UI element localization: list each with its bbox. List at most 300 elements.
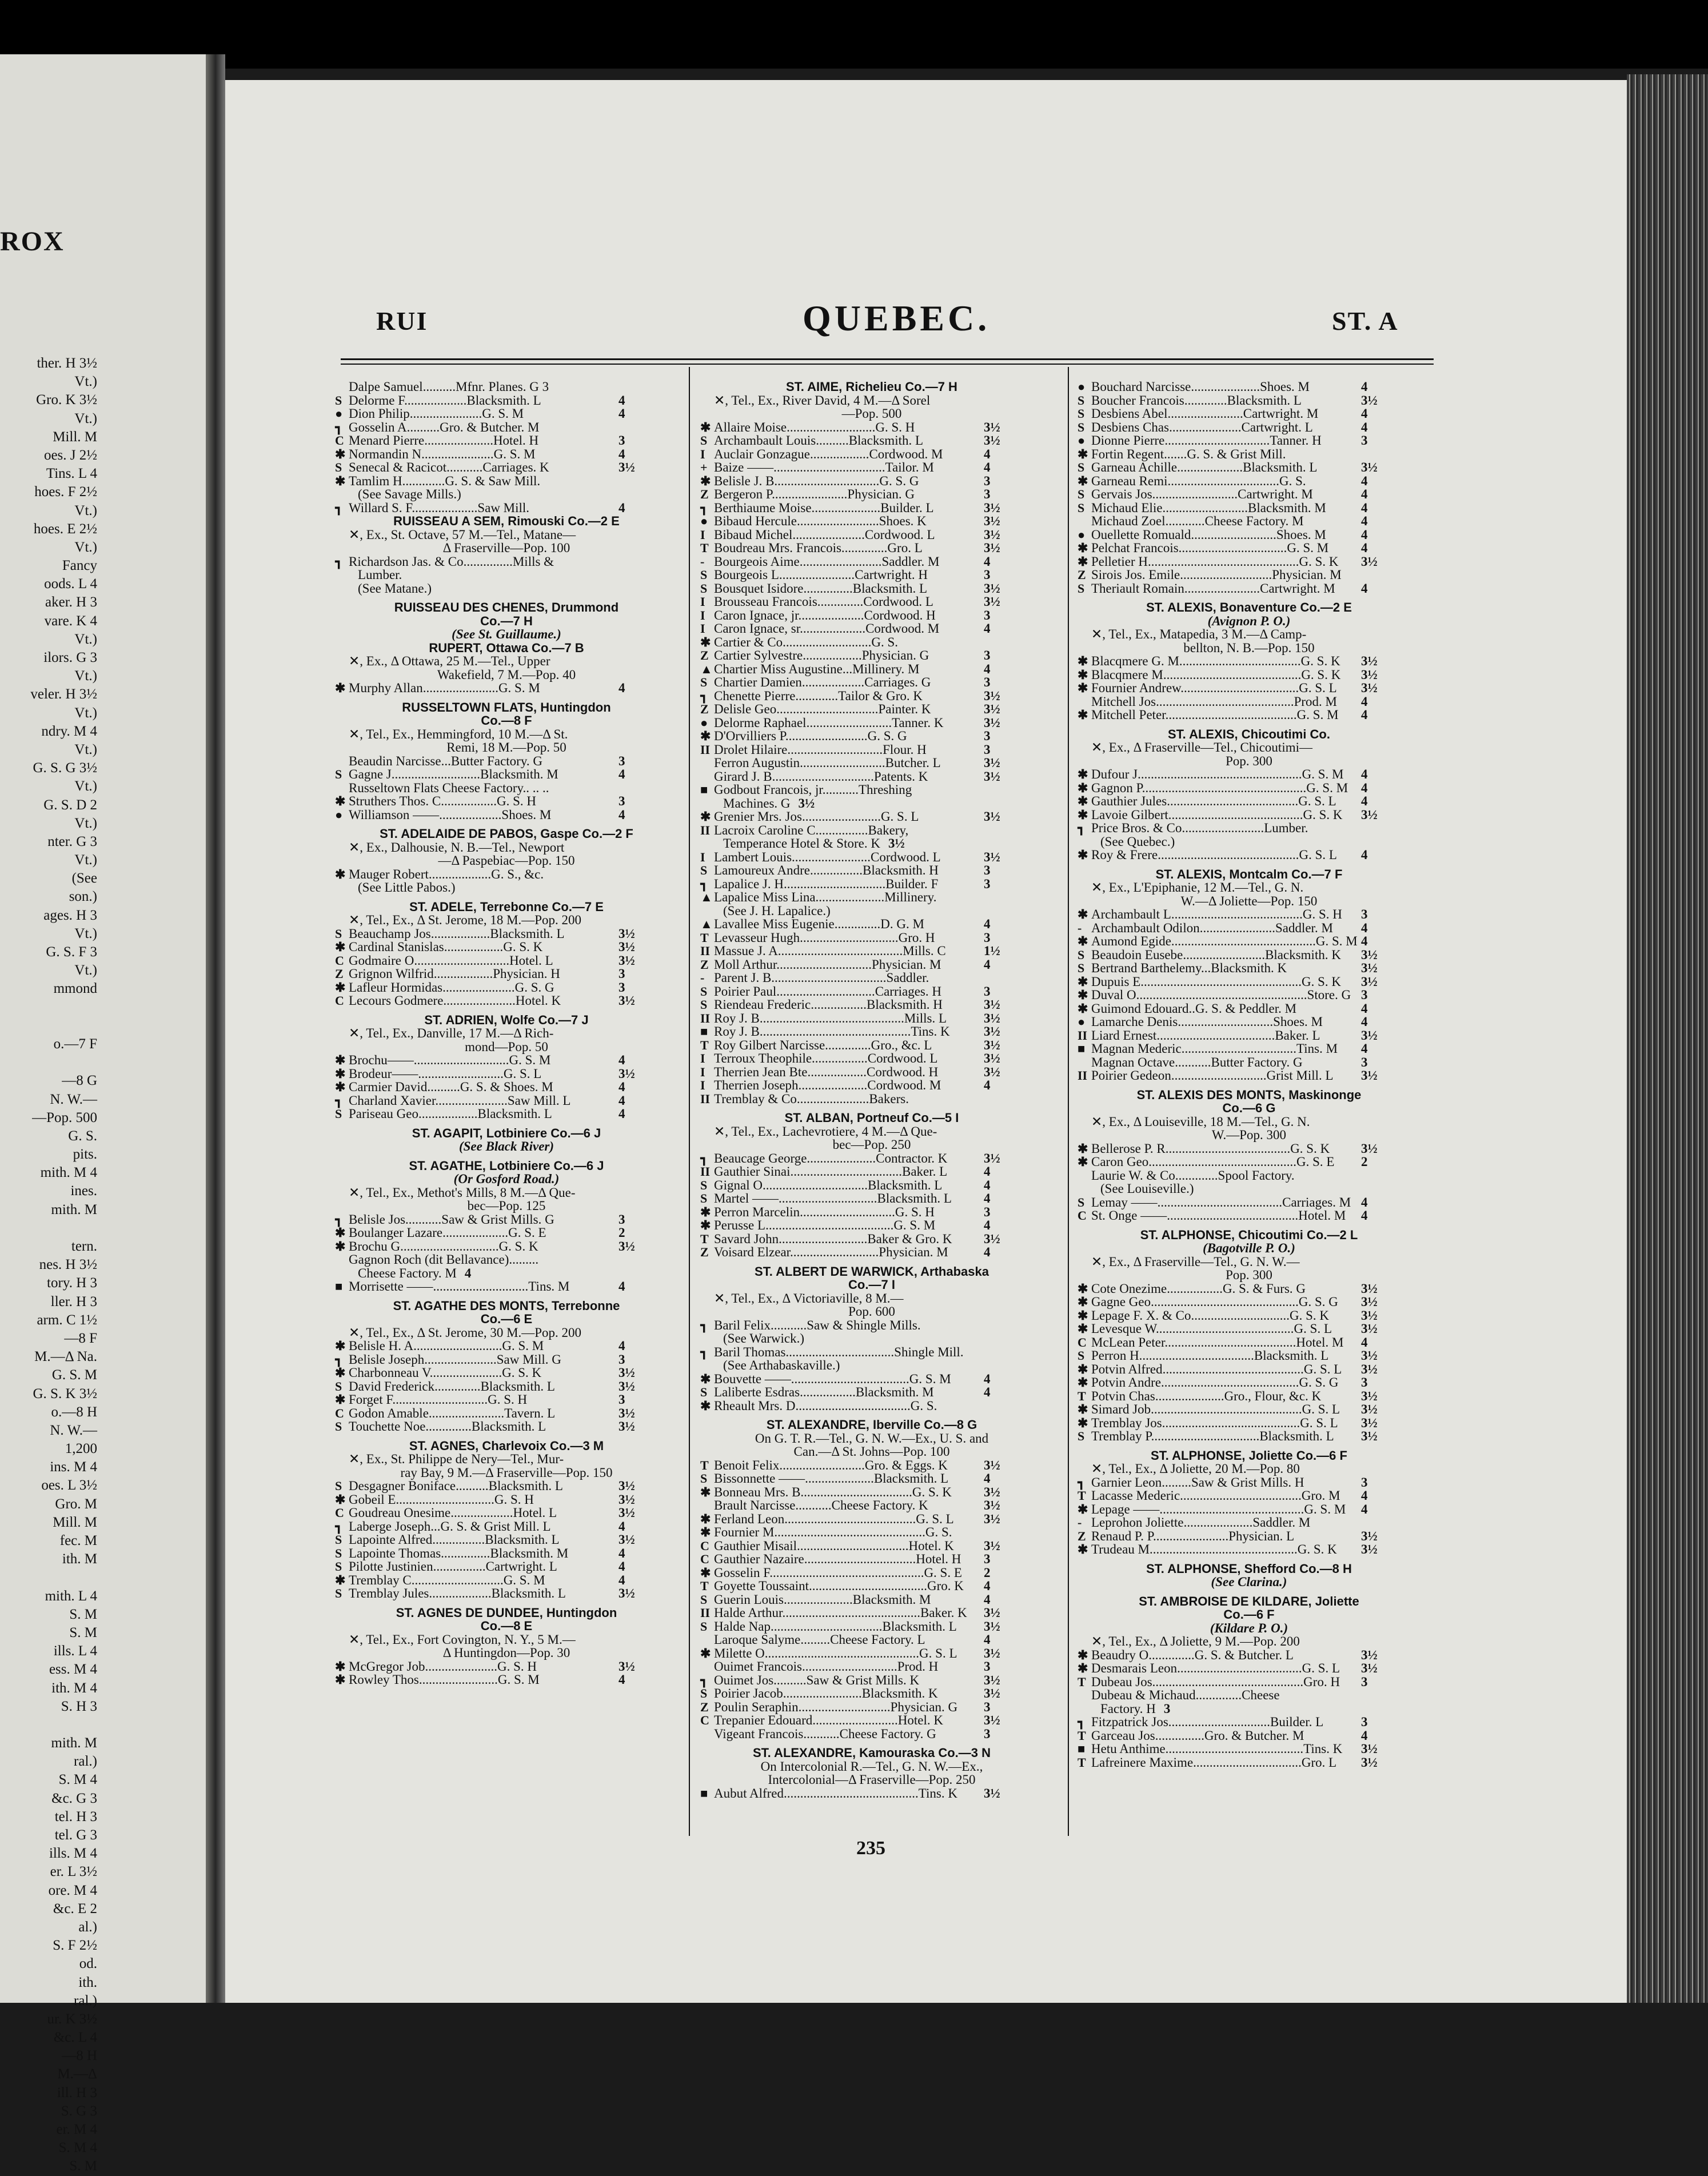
entry-text: Ouimet Jos..........Saw & Grist Mills. K: [714, 1672, 920, 1687]
trade-symbol-icon: ●: [700, 514, 708, 528]
credit-rating: 4: [1361, 694, 1368, 709]
entry-text: Delorme F...................Blacksmith. L: [349, 393, 541, 408]
business-entry: [1078, 821, 1420, 835]
credit-rating: 3: [618, 967, 625, 981]
trade-symbol-icon: ✱: [700, 420, 711, 434]
business-entry: [700, 917, 1043, 931]
business-entry: [1078, 568, 1420, 582]
entry-text: Roy J. B..............................................Tins. K: [714, 1024, 950, 1039]
left-page-line: oods. L 4: [44, 576, 97, 592]
line-text: (See Quebec.): [1100, 834, 1175, 849]
entry-text: Ferron Augustin..........................Butcher. L: [714, 756, 941, 770]
entry-text: Perron H...................................Blacksmith. L: [1091, 1348, 1329, 1363]
trade-symbol-icon: S: [335, 1532, 342, 1547]
entry-text: David Frederick..............Blacksmith. L: [349, 1379, 555, 1394]
credit-rating: 3: [984, 1552, 991, 1566]
left-page-line: 1,200: [65, 1441, 97, 1457]
left-page-line: ages. H 3: [43, 907, 97, 923]
business-entry: [335, 781, 678, 795]
entry-text: Gosselin A..........Gro. & Butcher. M: [349, 420, 540, 434]
credit-rating: 4: [618, 1546, 625, 1560]
entry-text: Beaudin Narcisse...Butter Factory. G: [349, 753, 542, 768]
credit-rating: 4: [618, 1559, 625, 1574]
business-entry: [1078, 380, 1420, 394]
left-page-line: S. M 4: [58, 2140, 97, 2156]
credit-rating: 3: [618, 1212, 625, 1227]
trade-symbol-icon: I: [700, 621, 705, 636]
trade-symbol-icon: ✱: [1078, 667, 1088, 682]
trade-symbol-icon: C: [335, 1506, 344, 1520]
entry-continuation: [700, 1332, 1043, 1345]
business-entry: [1078, 708, 1420, 722]
credit-rating: 3½: [618, 460, 635, 474]
credit-rating: 4: [1361, 380, 1368, 394]
business-entry: [1078, 1015, 1420, 1029]
line-text: Intercolonial—Δ Fraserville—Pop. 250: [768, 1772, 976, 1787]
credit-rating: 3½: [1361, 1308, 1378, 1323]
business-entry: [335, 1393, 678, 1407]
left-page-line: Vt.): [74, 374, 97, 390]
entry-text: Caron Ignace, jr....................Cordwood. H: [714, 608, 936, 622]
trade-symbol-icon: [335, 1633, 349, 1647]
line-text: ST. AGATHE, Lotbiniere Co.—6 J: [409, 1158, 604, 1173]
business-entry: [1078, 808, 1420, 822]
credit-rating: 3½: [984, 1024, 1000, 1039]
credit-rating: 3½: [618, 926, 635, 941]
business-entry: [1078, 908, 1420, 921]
credit-rating: 3½: [1361, 1528, 1378, 1543]
business-entry: [700, 636, 1043, 649]
left-page-line: al.): [78, 1919, 97, 1935]
business-entry: [700, 514, 1043, 528]
credit-rating: [984, 971, 1043, 985]
entry-text: Archambault L........................................G. S. H: [1091, 907, 1342, 921]
left-page-line: ines.: [70, 1183, 97, 1199]
trade-symbol-icon: [1078, 1635, 1091, 1648]
trade-symbol-icon: ✱: [1078, 848, 1088, 862]
locality-details: [335, 1466, 678, 1480]
entry-text: Bibaud Hercule.........................Shoes. K: [714, 514, 927, 528]
entry-continuation: [700, 1359, 1043, 1372]
entry-text: Potvin Alfred...........................................G. S. L: [1091, 1362, 1342, 1376]
credit-rating: [618, 474, 678, 488]
trade-symbol-icon: ▲: [700, 890, 713, 904]
left-page-line: ilors. G 3: [43, 650, 97, 665]
credit-rating: 4: [1361, 514, 1368, 528]
line-text: Can.—Δ St. Johns—Pop. 100: [793, 1444, 950, 1459]
credit-rating: 4: [984, 1078, 991, 1092]
credit-rating: 3½: [984, 581, 1000, 596]
business-entry: [700, 595, 1043, 609]
trade-symbol-icon: S: [700, 1177, 708, 1192]
line-text: (See Matane.): [358, 581, 432, 596]
trade-symbol-icon: ┓: [700, 876, 708, 891]
business-entry: [700, 1232, 1043, 1246]
credit-rating: 3½: [1361, 393, 1378, 408]
trade-symbol-icon: ┓: [335, 554, 343, 569]
credit-rating: 4: [984, 1245, 991, 1259]
entry-text: Chenette Pierre.............Tailor & Gro. K: [714, 688, 923, 703]
trade-symbol-icon: ✱: [1078, 1502, 1088, 1516]
left-page-line: mmond: [53, 981, 97, 997]
business-entry: [1078, 1155, 1420, 1169]
business-entry: [1078, 768, 1420, 781]
trade-symbol-icon: ✱: [335, 940, 346, 954]
trade-symbol-icon: ✱: [700, 1398, 711, 1413]
left-page-line: ith. M: [62, 1551, 97, 1567]
entry-text: Hetu Anthime..........................................Tins. K: [1091, 1742, 1343, 1756]
credit-rating: 4: [1361, 1015, 1368, 1029]
entry-text: Pelchat Francois.................................G. S. M: [1091, 541, 1329, 555]
left-page-line: S. H 3: [61, 1698, 97, 1714]
business-entry: [700, 985, 1043, 999]
credit-rating: 3: [984, 675, 991, 689]
entry-text: ✕, Ex., L'Epiphanie, 12 M.—Tel., G. N.: [1091, 880, 1304, 895]
trade-symbol-icon: ✱: [700, 1204, 711, 1219]
entry-text: Rheault Mrs. D...................................G. S.: [714, 1398, 937, 1413]
header-rule: [341, 364, 1434, 365]
trade-symbol-icon: ✱: [335, 794, 346, 808]
line-text: (See Louiseville.): [1100, 1181, 1194, 1196]
entry-text: Berthiaume Moise.....................Builder. L: [714, 500, 934, 515]
line-text: ST. AGNES, Charlevoix Co.—3 M: [409, 1438, 604, 1453]
trade-symbol-icon: S: [1078, 961, 1085, 975]
trade-symbol-icon: I: [700, 446, 705, 461]
trade-symbol-icon: Z: [700, 648, 709, 662]
trade-symbol-icon: ✱: [1078, 1661, 1088, 1675]
entry-text: Chartier Damien...................Carriages. G: [714, 675, 931, 689]
locality-heading: [1078, 1088, 1420, 1102]
credit-rating: 4: [618, 1053, 625, 1067]
business-entry: [700, 1647, 1043, 1660]
credit-rating: 3½: [618, 1506, 635, 1520]
business-entry: [700, 743, 1043, 757]
business-entry: [700, 877, 1043, 891]
trade-symbol-icon: ✱: [700, 1371, 711, 1386]
trade-symbol-icon: ✱: [1078, 794, 1088, 808]
locality-heading: [335, 614, 678, 628]
entry-text: Dubeau Jos..............................................Gro. H: [1091, 1674, 1340, 1689]
entry-text: Fournier Andrew....................................G. S. L: [1091, 681, 1337, 695]
entry-text: Belisle J. B................................G. S. G: [714, 473, 919, 488]
entry-text: Chartier Miss Augustine...Millinery. M: [714, 661, 920, 676]
entry-text: Gauthier Misail..................................Hotel. K: [714, 1538, 954, 1553]
left-page-line: —8 H: [62, 2048, 97, 2064]
business-entry: [335, 1479, 678, 1493]
business-entry: [335, 1452, 678, 1466]
trade-symbol-icon: -: [700, 971, 705, 985]
locality-heading: [335, 701, 678, 714]
credit-rating: [984, 636, 1043, 649]
entry-text: ✕, Tel., Ex., River David, 4 M.—Δ Sorel: [714, 393, 931, 408]
locality-heading: [335, 641, 678, 655]
locality-heading: [1078, 1449, 1420, 1463]
entry-text: Gobeil E..............................G. S. H: [349, 1492, 534, 1507]
credit-rating: 4: [618, 1519, 625, 1534]
entry-text: Vigeant Francois...........Cheese Factory. G: [714, 1726, 936, 1741]
trade-symbol-icon: ●: [700, 715, 708, 730]
trade-symbol-icon: T: [700, 1579, 709, 1593]
entry-text: Ouimet Francois.............................Prod. H: [714, 1659, 939, 1674]
credit-rating: 3½: [618, 940, 635, 954]
column-divider: [689, 367, 690, 1836]
credit-rating: 4: [1361, 487, 1368, 501]
business-entry: [700, 488, 1043, 501]
entry-text: Bonneau Mrs. B..................................G. S. K: [714, 1484, 952, 1499]
entry-continuation: [1078, 835, 1420, 849]
directory-page: [225, 80, 1627, 2003]
locality-heading: [335, 1299, 678, 1313]
trade-symbol-icon: II: [700, 1011, 711, 1025]
business-entry: [700, 1025, 1043, 1039]
trade-symbol-icon: II: [700, 1091, 711, 1106]
credit-rating: [1361, 741, 1420, 754]
section-gap: [1078, 862, 1420, 868]
trade-symbol-icon: ┓: [700, 500, 708, 515]
entry-text: ✕, Ex., Δ Louiseville, 18 M.—Tel., G. N.: [1091, 1114, 1310, 1129]
entry-text: Ferland Leon........................................G. S. L: [714, 1511, 954, 1526]
business-entry: [1078, 681, 1420, 695]
trade-symbol-icon: S: [335, 1546, 342, 1560]
business-entry: [700, 1065, 1043, 1079]
left-page-line: pits.: [73, 1147, 97, 1163]
left-page-line: Fancy: [62, 558, 97, 574]
left-page-line: o.—7 F: [53, 1036, 97, 1052]
trade-symbol-icon: [1078, 628, 1091, 641]
credit-rating: 3½: [984, 420, 1000, 434]
entry-text: Liard Ernest....................................Baker. L: [1091, 1028, 1320, 1043]
left-page-line: N. W.—: [50, 1091, 97, 1107]
business-entry: [700, 770, 1043, 784]
business-entry: [1078, 1282, 1420, 1296]
business-entry: [700, 1092, 1043, 1106]
line-text: (See J. H. Lapalice.): [723, 903, 831, 918]
business-entry: [700, 756, 1043, 770]
entry-text: Theriault Romain.......................Cartwright. M: [1091, 581, 1335, 596]
entry-text: Charbonneau V......................G. S. K: [349, 1366, 542, 1380]
locality-heading: [335, 514, 678, 528]
business-entry: [1078, 1056, 1420, 1069]
entry-text: Bergeron P.......................Physician. G: [714, 487, 915, 501]
entry-text: Potvin Andre..........................................G. S. G: [1091, 1375, 1339, 1390]
entry-text: Goudreau Onesime...................Hotel. L: [349, 1506, 557, 1520]
credit-rating: 3½: [984, 688, 1000, 703]
trade-symbol-icon: [335, 841, 349, 855]
trade-symbol-icon: S: [700, 1471, 708, 1486]
trade-symbol-icon: C: [335, 433, 344, 448]
entry-text: Lavoie Gilbert.........................................G. S. K: [1091, 807, 1343, 822]
left-page-line: tern.: [71, 1239, 97, 1254]
line-text: Wakefield, 7 M.—Pop. 40: [437, 667, 576, 682]
trade-symbol-icon: Z: [700, 1245, 709, 1259]
entry-text: Lapointe Alfred................Blacksmith. L: [349, 1532, 560, 1547]
trade-symbol-icon: II: [700, 1164, 711, 1179]
entry-text: Bissonnette ——.....................Blacksmith. L: [714, 1471, 949, 1486]
business-entry: [700, 1727, 1043, 1741]
left-page-line: G. S.: [68, 1128, 97, 1144]
left-page-line: mith. M: [51, 1201, 97, 1217]
entry-text: D'Orvilliers P.........................G. S. G: [714, 729, 907, 743]
trade-symbol-icon: [700, 1633, 714, 1647]
trade-symbol-icon: S: [335, 1379, 342, 1394]
credit-rating: 4: [1361, 1728, 1368, 1743]
entry-text: Gervais Jos..........................Cartwright. M: [1091, 487, 1313, 501]
entry-text: ✕, Tel., Ex., Matapedia, 3 M.—Δ Camp-: [1091, 627, 1307, 641]
credit-rating: [1361, 1635, 1420, 1648]
business-entry: [335, 1107, 678, 1121]
line-text: Co.—6 G: [1222, 1101, 1276, 1115]
section-gap: [1078, 1589, 1420, 1595]
entry-text: ✕, Tel., Ex., Danville, 17 M.—Δ Rich-: [349, 1026, 554, 1040]
credit-rating: [618, 1027, 678, 1040]
locality-note: [1078, 1622, 1420, 1635]
trade-symbol-icon: ●: [335, 807, 343, 822]
locality-heading: [1078, 868, 1420, 881]
entry-text: Terroux Theophile.................Cordwood. L: [714, 1051, 938, 1065]
trade-symbol-icon: ✱: [1078, 708, 1088, 722]
credit-rating: 3: [984, 1726, 991, 1741]
entry-text: Roy J. B............................................Mills. L: [714, 1011, 947, 1025]
entry-text: Bouvette ——....................................G. S. M: [714, 1371, 951, 1386]
credit-rating: 3½: [984, 514, 1000, 528]
trade-symbol-icon: [700, 770, 714, 784]
entry-text: Potvin Chas.....................Gro., Flour, &c. K: [1091, 1388, 1322, 1403]
line-text: Co.—6 E: [480, 1312, 533, 1326]
credit-rating: 3½: [984, 702, 1000, 716]
running-header-center: QUEBEC.: [803, 298, 991, 338]
credit-rating: 3½: [618, 1532, 635, 1547]
header-rule: [341, 358, 1434, 360]
business-entry: [700, 1125, 1043, 1139]
entry-text: Baize ——..................................Tailor. M: [714, 460, 934, 474]
trade-symbol-icon: ▲: [700, 661, 713, 676]
credit-rating: 4: [1361, 848, 1368, 862]
entry-text: Godon Amable.......................Tavern. L: [349, 1406, 556, 1420]
locality-heading: [335, 714, 678, 728]
entry-text: Poirier Paul..............................Carriages. H: [714, 984, 941, 999]
entry-text: Leprohon Joliette.....................Saddler. M: [1091, 1515, 1311, 1530]
trade-symbol-icon: Z: [700, 702, 709, 716]
entry-text: Girard J. B...............................Patents. K: [714, 769, 928, 784]
entry-text: Poulin Seraphin............................Physician. G: [714, 1699, 958, 1714]
locality-details: [335, 668, 678, 682]
credit-rating: 4: [984, 957, 991, 972]
credit-rating: 2: [618, 1225, 625, 1240]
business-entry: [700, 1192, 1043, 1205]
credit-rating: 2: [1361, 1155, 1368, 1169]
left-page-line: aker. H 3: [45, 594, 97, 610]
trade-symbol-icon: S: [1078, 393, 1085, 408]
entry-text: Grignon Wilfrid..................Physician. H: [349, 967, 560, 981]
left-page-line: ith. M 4: [51, 1680, 97, 1696]
entry-text: Bousquet Isidore...............Blacksmith. L: [714, 581, 928, 596]
trade-symbol-icon: ┓: [700, 688, 708, 703]
business-entry: [335, 1186, 678, 1200]
left-page-line: [0, 1053, 97, 1072]
business-entry: [1078, 1336, 1420, 1349]
business-entry: [335, 1226, 678, 1240]
credit-rating: 3: [618, 1352, 625, 1367]
directory-column-2: [700, 380, 1043, 1800]
credit-rating: 3½: [984, 1064, 1000, 1079]
trade-symbol-icon: [700, 756, 714, 770]
trade-symbol-icon: S: [1078, 487, 1085, 501]
section-gap: [1078, 1223, 1420, 1228]
credit-rating: 4: [1361, 708, 1368, 722]
entry-text: Beaudry O..............G. S. & Butcher. L: [1091, 1647, 1294, 1662]
business-entry: [700, 1052, 1043, 1065]
left-page-line: hoes. F 2½: [34, 484, 97, 500]
trade-symbol-icon: [700, 1499, 714, 1512]
credit-rating: 3: [1361, 433, 1368, 448]
left-page-line: mith. L 4: [45, 1588, 97, 1604]
line-text: (Or Gosford Road.): [453, 1172, 560, 1186]
trade-symbol-icon: ✱: [335, 980, 346, 995]
line-text: (See Savage Mills.): [358, 487, 461, 501]
business-entry: [700, 461, 1043, 474]
trade-symbol-icon: [335, 781, 349, 795]
business-entry: [1078, 741, 1420, 754]
entry-text: Touchette Noe..............Blacksmith. L: [349, 1419, 546, 1434]
entry-text: Drolet Hilaire.............................Flour. H: [714, 742, 927, 757]
locality-details: [700, 1432, 1043, 1446]
trade-symbol-icon: T: [1078, 1755, 1086, 1770]
business-entry: [1078, 1635, 1420, 1648]
line-text: Co.—7 H: [480, 613, 533, 628]
credit-rating: 3: [984, 608, 991, 622]
line-text: —Δ Paspebiac—Pop. 150: [438, 853, 575, 868]
entry-text: Tremblay Jos..........................................G. S. L: [1091, 1415, 1338, 1430]
credit-rating: 3½: [984, 541, 1000, 555]
left-page-line: (See: [71, 871, 97, 887]
business-entry: [335, 1560, 678, 1574]
credit-rating: 3: [1361, 907, 1368, 921]
credit-rating: 3½: [1361, 1415, 1378, 1430]
trade-symbol-icon: S: [1078, 1348, 1085, 1363]
trade-symbol-icon: Z: [700, 487, 709, 501]
entry-text: Beaudoin Eusebe.........................Blacksmith. K: [1091, 947, 1341, 962]
line-text: bellton, N. B.—Pop. 150: [1183, 640, 1315, 655]
business-entry: [700, 1606, 1043, 1620]
credit-rating: 3: [984, 930, 991, 945]
credit-rating: 3: [618, 1392, 625, 1407]
business-entry: [700, 931, 1043, 945]
trade-symbol-icon: C: [335, 1406, 344, 1420]
entry-text: Desbiens Abel.......................Cartwright. M: [1091, 406, 1319, 421]
business-entry: [335, 728, 678, 741]
business-entry: [700, 810, 1043, 824]
business-entry: [700, 1386, 1043, 1399]
entry-text: Godmaire O.............................Hotel. L: [349, 953, 553, 968]
entry-text: Russeltown Flats Cheese Factory.. .. ..: [349, 780, 549, 795]
trade-symbol-icon: ✱: [700, 1218, 711, 1232]
credit-rating: 4: [984, 917, 991, 931]
entry-text: Pelletier H..............................................G. S. K: [1091, 554, 1339, 569]
credit-rating: 3½: [618, 1066, 635, 1081]
business-entry: [335, 448, 678, 461]
line-text: Co.—8 E: [480, 1619, 533, 1633]
trade-symbol-icon: [1078, 1115, 1091, 1129]
credit-rating: [618, 1452, 678, 1466]
trade-symbol-icon: [335, 1253, 349, 1267]
business-entry: [1078, 1742, 1420, 1756]
credit-rating: 3½: [1361, 1068, 1378, 1083]
credit-rating: 3½: [984, 1498, 1000, 1512]
business-entry: [700, 729, 1043, 743]
entry-text: Delorme Raphael..........................Tanner. K: [714, 715, 944, 730]
left-page-fragment: [0, 54, 206, 2174]
book-page-edges: [1627, 74, 1708, 2003]
